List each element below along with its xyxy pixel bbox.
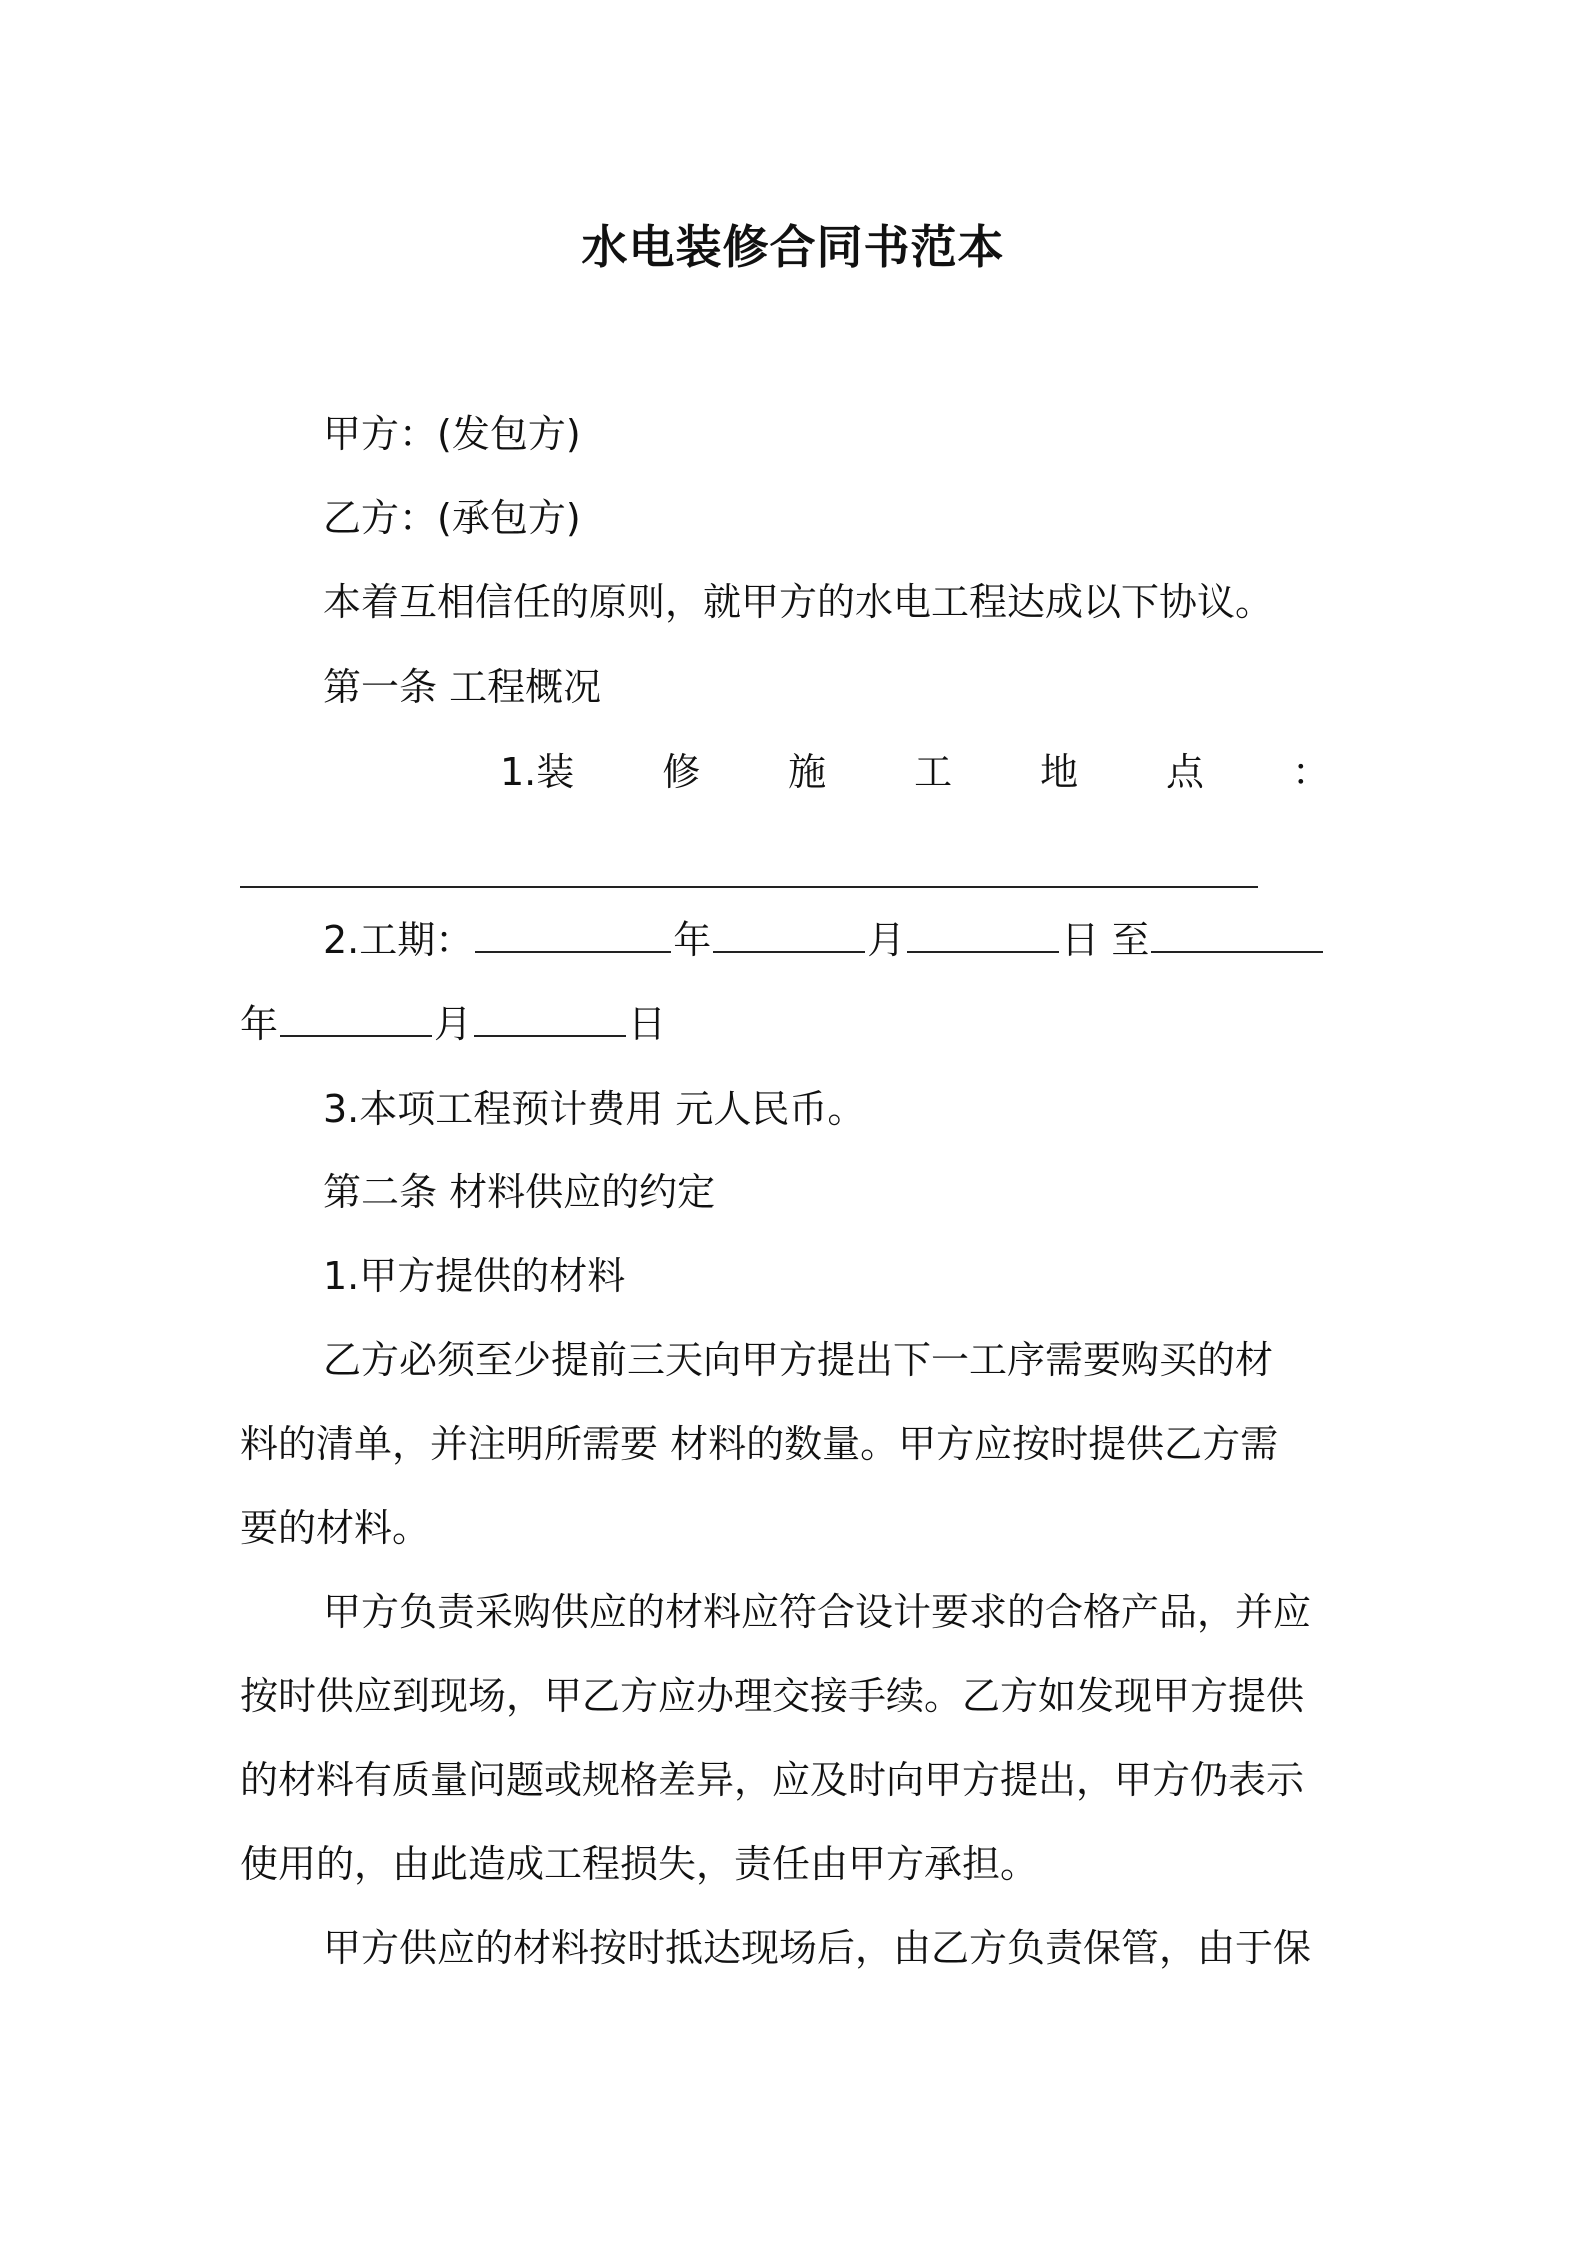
sub1-heading: 1.甲方提供的材料 [323, 1254, 626, 1298]
article2-heading: 第二条 材料供应的约定 [323, 1170, 716, 1214]
party-b-line: 乙方：(承包方) [323, 496, 581, 540]
para2-line: 甲方负责采购供应的材料应符合设计要求的合格产品，并应 [323, 1590, 1312, 1634]
para2-line: 按时供应到现场，甲乙方应办理交接手续。乙方如发现甲方提供 [240, 1674, 1305, 1718]
item2-prefix: 2.工期： [323, 918, 474, 962]
end-year-blank [1151, 913, 1323, 953]
para2-line: 使用的，由此造成工程损失，责任由甲方承担。 [240, 1842, 1039, 1886]
end-month-blank [280, 997, 432, 1037]
day-to-label: 日 至 [1061, 918, 1150, 962]
item2-duration-line2 [240, 996, 666, 1052]
para2-line: 的材料有质量问题或规格差异，应及时向甲方提出，甲方仍表示 [240, 1758, 1305, 1802]
item1-char: 点 [1166, 750, 1205, 794]
item1-construction-site [500, 744, 1330, 800]
intro-paragraph: 本着互相信任的原则，就甲方的水电工程达成以下协议。 [323, 580, 1274, 624]
month-label: 月 [434, 1002, 473, 1046]
item3-cost: 3.本项工程预计费用 元人民币。 [323, 1087, 866, 1131]
month-label: 月 [867, 918, 906, 962]
item1-char: 工 [914, 750, 953, 794]
item1-char: 修 [662, 750, 701, 794]
item1-char: 1.装 [500, 750, 575, 794]
site-fill-blank [240, 830, 1258, 888]
item1-char: 施 [788, 750, 827, 794]
para3-line: 甲方供应的材料按时抵达现场后，由乙方负责保管，由于保 [323, 1926, 1312, 1970]
item1-char: ： [1291, 750, 1330, 794]
party-a-line: 甲方：(发包方) [323, 412, 581, 456]
item1-char: 地 [1040, 750, 1079, 794]
item2-duration-line1 [323, 912, 1325, 968]
start-day-blank [907, 913, 1059, 953]
article1-heading: 第一条 工程概况 [323, 665, 602, 709]
start-year-blank [475, 913, 671, 953]
para1-line: 乙方必须至少提前三天向甲方提出下一工序需要购买的材 [323, 1338, 1274, 1382]
year-label: 年 [673, 918, 712, 962]
year-label: 年 [240, 1002, 279, 1046]
end-day-blank [474, 997, 626, 1037]
para1-line: 料的清单，并注明所需要 材料的数量。甲方应按时提供乙方需 [240, 1422, 1279, 1466]
document-title: 水电装修合同书范本 [581, 220, 1005, 274]
start-month-blank [713, 913, 865, 953]
para1-line: 要的材料。 [240, 1506, 431, 1550]
day-label: 日 [628, 1002, 667, 1046]
